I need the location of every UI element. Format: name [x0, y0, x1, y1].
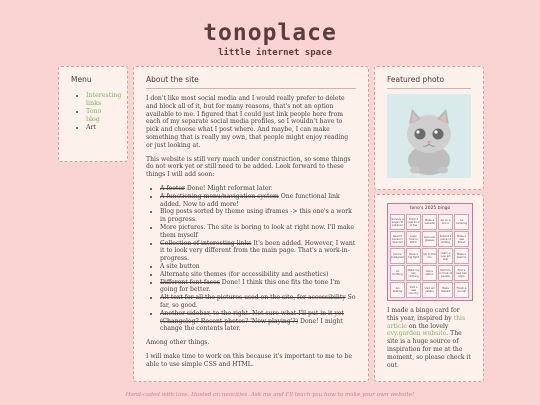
- about-construction: This website is still very much under construction, so some things do not work yet or still need to be added. Look forward to these things I will add soon:: [146, 155, 351, 179]
- todo-text: Done! Might reformat later.: [184, 184, 273, 192]
- bingo-panel: [374, 194, 484, 382]
- divider: [146, 88, 356, 89]
- bingo-cell: Make a website: [422, 214, 437, 230]
- about-panel: [133, 66, 369, 382]
- todo-item: [160, 279, 356, 295]
- todo-list: [146, 185, 356, 333]
- bingo-caption-text: . The site is a huge source of inspiration for me at the moment, so please check it out.: [387, 330, 471, 369]
- site-header: [0, 20, 540, 58]
- todo-item: [160, 193, 356, 209]
- bingo-cell: Learn how to stitch: [406, 231, 421, 247]
- todo-item: [160, 310, 356, 333]
- todo-text: A site button: [160, 262, 200, 270]
- todo-item: [160, 208, 356, 224]
- todo-item: [160, 224, 356, 240]
- menu-list: [71, 92, 122, 132]
- todo-struck: Different font faces: [160, 278, 220, 286]
- site-subtitle: little internet space: [218, 48, 332, 58]
- article-link[interactable]: this article: [387, 314, 466, 330]
- bingo-cell: Get new glasses: [422, 231, 437, 247]
- menu-item-art: • Art: [86, 124, 115, 132]
- todo-text: Done! I think this one fits the tone I'm going for better.: [160, 278, 340, 294]
- todo-text: Alternate site themes (for accessibility and aesthetics): [160, 270, 329, 278]
- bingo-cell: Learn a new art skill: [438, 248, 453, 264]
- bingo-cell: Make a Gemini: [454, 248, 469, 264]
- bingo-caption-text: I made a bingo card for this year, inspired by: [387, 307, 460, 322]
- bingo-caption: [387, 307, 471, 369]
- featured-panel: [374, 66, 484, 190]
- bingo-cell: Find a new hair style: [454, 265, 469, 281]
- todo-text: So far, so good.: [160, 294, 356, 309]
- bingo-cell: Survive a pagan to Lebanon: [390, 214, 405, 230]
- menu-link-tono-blog[interactable]: Tono blog: [86, 108, 102, 123]
- todo-item: [160, 240, 356, 263]
- todo-struck: Collection of interesting links: [160, 239, 252, 247]
- todo-struck: A functioning menu/navigation system: [160, 192, 279, 200]
- bingo-cell: Finish a journal: [454, 282, 469, 298]
- todo-item: [160, 294, 356, 310]
- bingo-cell: Go thrifting: [390, 265, 405, 281]
- bingo-cell: Submit a piece of writing: [438, 231, 453, 247]
- todo-struck: Alt-text for all the pictures used on the site, for accessibility: [160, 294, 346, 302]
- todo-text: More pictures. The site is boring to look at right now. I'll make them myself: [160, 223, 354, 239]
- bingo-caption-text: on the lovely: [406, 322, 449, 330]
- menu-link-interesting-links[interactable]: Interesting links: [86, 92, 122, 107]
- bingo-cell: Go to the zoo: [422, 248, 437, 264]
- site-title: tonoplace: [203, 20, 337, 46]
- bingo-cell: Dance Instagram: [390, 248, 405, 264]
- about-other: Among other things.: [146, 339, 210, 347]
- menu-heading: Menu: [71, 75, 92, 84]
- bingo-cell: Make dessert: [438, 282, 453, 298]
- bingo-card: [387, 203, 473, 301]
- todo-item: [160, 263, 356, 271]
- evy-garden-link[interactable]: evy.garden website: [387, 330, 447, 338]
- bingo-cell: Go skating: [390, 282, 405, 298]
- bingo-cell: Perform in front of people: [438, 265, 453, 281]
- bingo-grid: [390, 214, 469, 298]
- kitten-illustration: [387, 94, 471, 178]
- divider: [387, 88, 471, 89]
- bingo-title: tono's 2025 bingo: [409, 206, 451, 211]
- bingo-cell: Make a new friend: [454, 231, 469, 247]
- about-intro: I don't like most social media and I would really prefer to delete and block all of it, but for many reasons, that's not an option available to me. I figured that I could just link people here from each of my separate social media profiles, so I wouldn't have to pick and choose what I post where. And maybe, I can make something that is really my own, that people might enjoy reading or just looking at.: [146, 95, 349, 149]
- todo-text: One functional link added. Now to add more!: [160, 192, 340, 208]
- todo-struck: A footer: [160, 184, 185, 192]
- site-footer: Hand-coded with love. Hosted on neocities. Ask me and I'll teach you how to make your own website!: [125, 392, 415, 398]
- featured-heading: Featured photo: [387, 75, 445, 84]
- bingo-cell: Get a tattoo: [422, 265, 437, 281]
- about-closing: I will make time to work on this because it's important to me to be able to use simple CSS and HTML.: [146, 352, 352, 368]
- bingo-cell: Go camping: [454, 214, 469, 230]
- todo-item: [160, 185, 356, 193]
- about-heading: About the site: [146, 75, 199, 84]
- bingo-cell: Make my own clothing: [406, 265, 421, 281]
- bingo-cell: Visit art gallery: [422, 282, 437, 298]
- todo-item: [160, 271, 356, 279]
- todo-text: Done! I might change the contents later.: [160, 317, 343, 333]
- bingo-cell: Have a big fight: [406, 248, 421, 264]
- todo-text: It's been added. However, I want it to look very different from the main page. That's a work-in-progress.: [160, 239, 356, 263]
- menu-panel: [58, 66, 128, 162]
- todo-text: Blog posts sorted by theme using iframes -> this one's a work in progress.: [160, 208, 352, 224]
- menu-item-interesting-links[interactable]: [86, 92, 122, 108]
- menu-item-tono-blog[interactable]: [86, 108, 115, 124]
- bingo-cell: Drink a new kind of tea: [406, 214, 421, 230]
- bingo-cell: Go on a picnic: [438, 214, 453, 230]
- bingo-cell: Read 5 books in Spanish: [390, 231, 405, 247]
- featured-photo: [387, 94, 471, 178]
- bingo-cell: Visit a new country: [406, 282, 421, 298]
- todo-struck: Another sidebar, to the right. Not sure what I'll put in it yet (Changelog? Recent photos? 'Now playing'?): [160, 309, 344, 325]
